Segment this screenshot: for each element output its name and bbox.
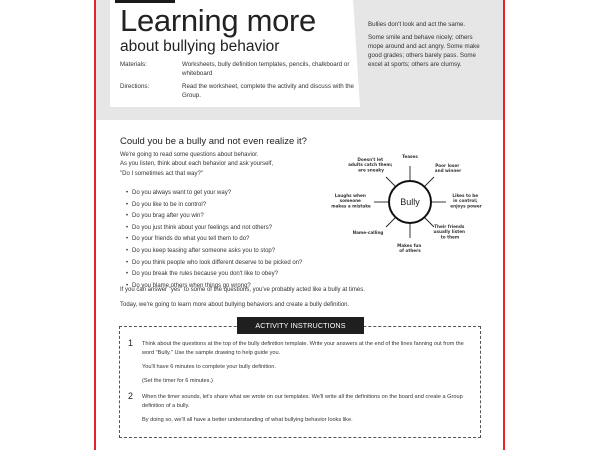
list-item [120,211,302,223]
intro-line-1: We're going to read some questions about behavior. [120,152,259,158]
outro-line-2: Today, we're going to learn more about bullying behaviors and create a bully definition. [120,302,350,308]
bullet-icon: • [126,213,129,220]
activity-header: ACTIVITY INSTRUCTIONS [237,317,364,334]
label-left: Laughs when someone makes a mistake [331,193,371,209]
side-note [368,20,488,73]
label-bottom-right: Their friends usually listen to them [433,224,466,240]
label-bottom-left: Name-calling [352,230,384,235]
label-top-left: Doesn't let adults catch them; are sneaky [348,157,393,173]
question-text: Do you keep teasing after someone asks you to stop? [132,247,276,254]
step-2-number: 2 [128,391,134,401]
question-text: Do you brag after you win? [132,213,204,220]
question-text: Do you blame others when things go wrong? [132,282,251,289]
list-item [120,223,302,235]
section-intro [120,151,330,179]
step-1-note-2: (Set the timer for 6 minutes.) [142,378,213,384]
step-2-text: When the timer sounds, let's share what we wrote on our templates. We'll write all the definitions on the board and create a Group definition of a bully. [142,394,463,409]
list-item [120,246,302,258]
intro-line-3: "Do I sometimes act that way?" [120,170,203,177]
question-list [120,188,302,292]
materials-value: Worksheets, bully definition templates, pencils, chalkboard or whiteboard [182,61,350,77]
bullet-icon: • [126,236,129,243]
label-right: Likes to be in control; enjoys power [450,193,482,209]
bullet-icon: • [126,282,129,289]
question-text: Do you break the rules because you don't like to obey? [132,271,278,278]
directions-value: Read the worksheet, complete the activity and discuss with the Group. [182,83,354,99]
list-item [120,258,302,270]
question-text: Do you always want to get your way? [132,190,232,196]
list-item [120,188,302,200]
bullet-icon: • [126,259,129,266]
spoke-bottom-right [424,217,434,227]
bullet-icon: • [126,190,129,196]
page-title: Learning more [120,3,316,38]
bullet-icon: • [126,247,129,254]
diagram-center-label: Bully [400,197,420,207]
bullet-icon: • [126,201,129,208]
page-border-right [503,0,505,450]
intro-line-2: As you listen, think about each behavior and ask yourself, [120,161,274,168]
step-1-note-1: You'll have 6 minutes to complete your bully definition. [142,364,276,370]
step-2-note: By doing so, we'll all have a better understanding of what bullying behavior looks like. [142,417,353,423]
question-text: Do you think people who look different deserve to be picked on? [132,259,303,266]
label-bottom: Makes fun of others [397,243,422,254]
bullet-icon: • [126,224,129,231]
label-top: Teases [402,154,418,159]
question-text: Do you like to be in control? [132,201,207,208]
bully-diagram [320,145,500,265]
step-1-number: 1 [128,338,134,348]
label-top-right: Poor loser and winner [434,163,462,174]
directions-label: Directions: [120,83,150,90]
question-text: Do you just think about your feelings and not others? [132,224,273,231]
list-item [120,234,302,246]
spoke-bottom-left [386,217,396,227]
side-note-line2: Some smile and behave nicely; others mope around and act angry. Some make good grades; others barely pass. Some excel at sports; others are clumsy. [368,34,480,68]
spoke-top-right [424,177,434,187]
section-title: Could you be a bully and not even realize it? [120,136,307,147]
list-item [120,200,302,212]
bullet-icon: • [126,271,129,278]
spoke-top-left [386,177,396,187]
step-1-text: Think about the questions at the top of the bully definition template. Write your answers at the end of the lines fanning out from the word "Bully." Use the sample drawing to help guide you. [142,341,464,356]
materials-label: Materials: [120,61,147,68]
list-item [120,269,302,281]
page-subtitle: about bullying behavior [120,38,280,55]
side-note-line1: Bullies don't look and act the same. [368,21,466,28]
outro-line-1: If you can answer "yes" to some of the questions, you've probably acted like a bully at times. [120,287,365,293]
question-text: Do your friends do what you tell them to do? [132,236,250,243]
